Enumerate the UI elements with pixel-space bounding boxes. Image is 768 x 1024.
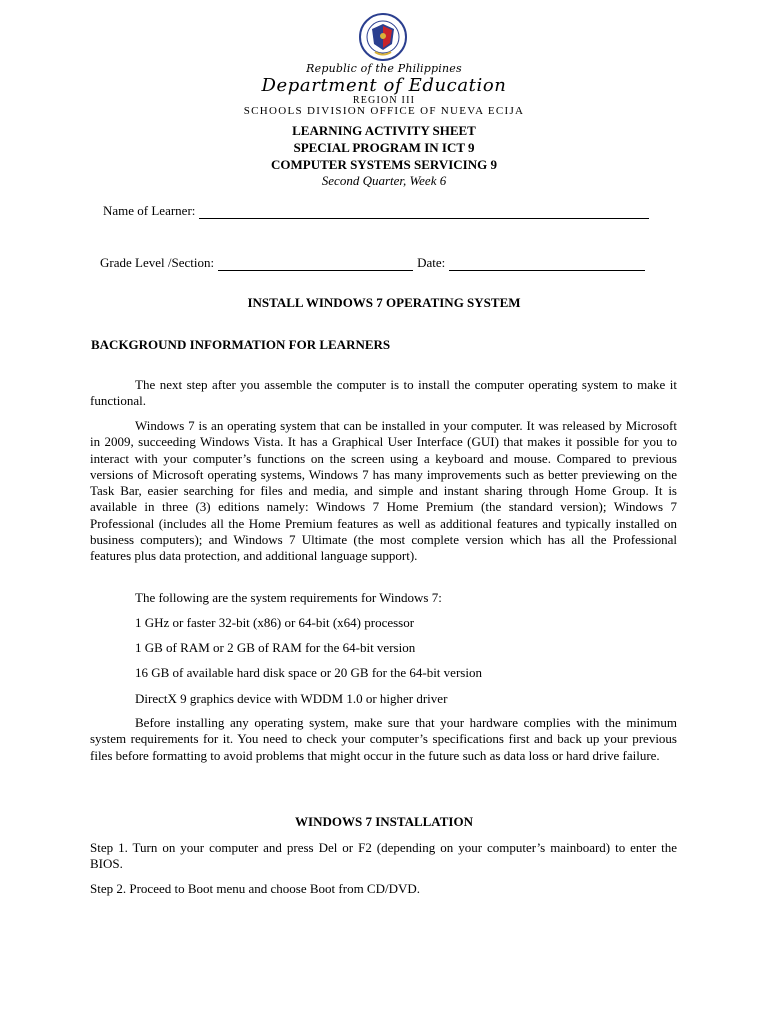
lesson-title: INSTALL WINDOWS 7 OPERATING SYSTEM (247, 295, 521, 310)
installation-heading: WINDOWS 7 INSTALLATION (295, 814, 473, 829)
deped-seal-logo (348, 12, 418, 62)
program-title: SPECIAL PROGRAM IN ICT 9 (293, 140, 475, 155)
background-paragraph-1: The next step after you assemble the computer is to install the computer operating system to make it functional. (90, 377, 677, 409)
requirement-item: 16 GB of available hard disk space or 20 GB for the 64-bit version (135, 665, 482, 680)
name-label: Name of Learner: (103, 203, 196, 218)
requirements-intro: The following are the system requirements for Windows 7: (135, 590, 442, 605)
date-blank-line[interactable] (449, 257, 645, 271)
date-label: Date: (417, 255, 446, 270)
name-field (103, 203, 649, 219)
division-line: SCHOOLS DIVISION OFFICE OF NUEVA ECIJA (243, 105, 525, 117)
grade-date-field (100, 255, 645, 271)
republic-line: Republic of the Philippines (306, 62, 462, 75)
grade-label: Grade Level /Section: (100, 255, 215, 270)
background-paragraph-4: Before installing any operating system, make sure that your hardware complies with the minimum system requirements for it. You need to check your computer’s specifications first and back up your previous files before formatting to avoid problems that might occur in the future such as data loss or hard drive failure. (90, 715, 677, 763)
installation-step-1: Step 1. Turn on your computer and press Del or F2 (depending on your computer’s mainboard) to enter the BIOS. (90, 840, 677, 872)
subject-title: COMPUTER SYSTEMS SERVICING 9 (271, 157, 497, 172)
name-blank-line[interactable] (199, 205, 649, 219)
region-line: REGION III (352, 95, 416, 106)
background-paragraph-2: Windows 7 is an operating system that can be installed in your computer. It was released by Microsoft in 2009, succeeding Windows Vista. It has a Graphical User Interface (GUI) that makes it possible for you to interact with your computer’s functions on the screen using a keyboard and mouse. Compared to previous versions of Microsoft operating systems, Windows 7 has many improvements such as better previewing on the Task Bar, easier searching for files and media, and simple and instant sharing through Home Group. It is available in three (3) editions namely: Windows 7 Home Premium (the standard version); Windows 7 Professional (includes all the Home Premium features as well as additional features and typically installed on business computers); and Windows 7 Ultimate (the most complete version which has all the Professional features plus data protection, and additional language support). (90, 418, 677, 564)
grade-blank-line[interactable] (218, 257, 413, 271)
quarter-week: Second Quarter, Week 6 (321, 173, 447, 188)
requirement-item: 1 GHz or faster 32-bit (x86) or 64-bit (x64) processor (135, 615, 415, 630)
requirement-item: 1 GB of RAM or 2 GB of RAM for the 64-bit version (135, 640, 416, 655)
requirement-item: DirectX 9 graphics device with WDDM 1.0 or higher driver (135, 691, 448, 706)
background-heading: BACKGROUND INFORMATION FOR LEARNERS (91, 337, 391, 352)
sheet-title: LEARNING ACTIVITY SHEET (292, 123, 476, 138)
installation-step-2: Step 2. Proceed to Boot menu and choose Boot from CD/DVD. (90, 881, 421, 896)
department-title: Department of Education (261, 75, 507, 96)
